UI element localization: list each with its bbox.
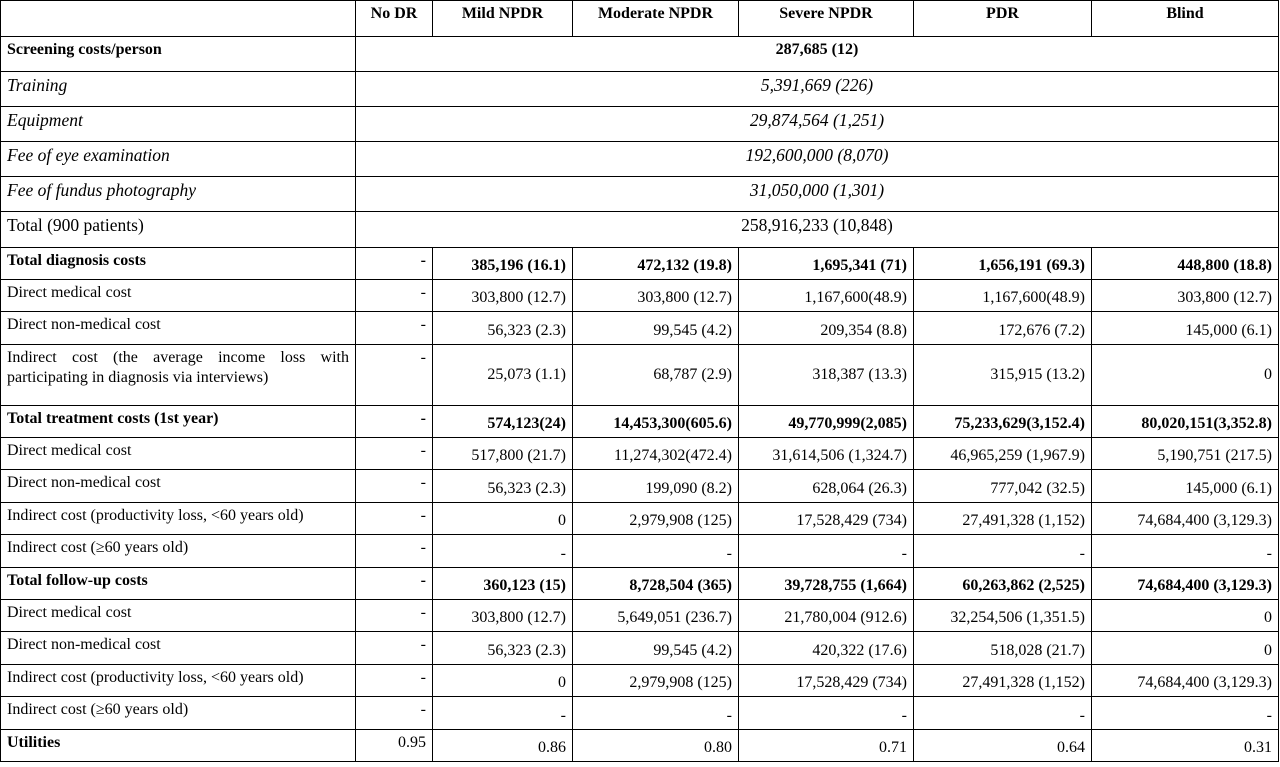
cell-pdr: 315,915 (13.2)	[914, 345, 1092, 406]
table-row	[1, 697, 1279, 730]
cell-severe-npdr: -	[739, 535, 914, 568]
cell-pdr: 172,676 (7.2)	[914, 312, 1092, 345]
screening-cost-value: 287,685 (12)	[356, 37, 1279, 72]
row-label: Screening costs/person	[1, 37, 356, 72]
cell-mild-npdr: 303,800 (12.7)	[433, 600, 573, 632]
table-row	[1, 535, 1279, 568]
cell-blind: 0	[1092, 345, 1279, 406]
cell-moderate-npdr: 99,545 (4.2)	[573, 312, 739, 345]
row-label: Total diagnosis costs	[1, 248, 356, 280]
row-label: Training	[1, 72, 356, 107]
row-label: Utilities	[1, 730, 356, 762]
cell-no-dr: -	[356, 503, 433, 535]
header-moderate-npdr: Moderate NPDR	[573, 1, 739, 37]
screening-value: 29,874,564 (1,251)	[356, 107, 1279, 142]
table-row	[1, 438, 1279, 470]
table-row	[1, 632, 1279, 665]
header-empty	[1, 1, 356, 37]
table-row	[1, 345, 1279, 406]
cell-blind: 80,020,151(3,352.8)	[1092, 406, 1279, 438]
cell-mild-npdr: 360,123 (15)	[433, 568, 573, 600]
table-row	[1, 177, 1279, 212]
row-label: Indirect cost (≥60 years old)	[1, 697, 356, 730]
cell-severe-npdr: 1,695,341 (71)	[739, 248, 914, 280]
cell-moderate-npdr: 14,453,300(605.6)	[573, 406, 739, 438]
cell-blind: 0	[1092, 632, 1279, 665]
cell-blind: 0.31	[1092, 730, 1279, 762]
cell-moderate-npdr: 0.80	[573, 730, 739, 762]
cell-pdr: -	[914, 535, 1092, 568]
row-label: Equipment	[1, 107, 356, 142]
cell-pdr: 0.64	[914, 730, 1092, 762]
cell-mild-npdr: -	[433, 535, 573, 568]
cell-pdr: 1,167,600(48.9)	[914, 280, 1092, 312]
header-severe-npdr: Severe NPDR	[739, 1, 914, 37]
cell-mild-npdr: 517,800 (21.7)	[433, 438, 573, 470]
cell-no-dr: -	[356, 280, 433, 312]
row-label: Direct medical cost	[1, 280, 356, 312]
table-row	[1, 280, 1279, 312]
cell-pdr: 60,263,862 (2,525)	[914, 568, 1092, 600]
cell-moderate-npdr: 5,649,051 (236.7)	[573, 600, 739, 632]
cell-moderate-npdr: 68,787 (2.9)	[573, 345, 739, 406]
cell-no-dr: 0.95	[356, 730, 433, 762]
cell-moderate-npdr: 199,090 (8.2)	[573, 470, 739, 503]
cell-no-dr: -	[356, 568, 433, 600]
table-row	[1, 37, 1279, 72]
cell-no-dr: -	[356, 600, 433, 632]
cell-pdr: 75,233,629(3,152.4)	[914, 406, 1092, 438]
row-label: Indirect cost (≥60 years old)	[1, 535, 356, 568]
cell-severe-npdr: 1,167,600(48.9)	[739, 280, 914, 312]
cell-mild-npdr: 385,196 (16.1)	[433, 248, 573, 280]
table-row	[1, 248, 1279, 280]
cell-pdr: 518,028 (21.7)	[914, 632, 1092, 665]
cell-blind: 0	[1092, 600, 1279, 632]
cell-mild-npdr: 25,073 (1.1)	[433, 345, 573, 406]
row-label: Direct non-medical cost	[1, 632, 356, 665]
cell-severe-npdr: 49,770,999(2,085)	[739, 406, 914, 438]
table-row	[1, 212, 1279, 248]
cell-mild-npdr: 0.86	[433, 730, 573, 762]
cell-no-dr: -	[356, 438, 433, 470]
header-no-dr: No DR	[356, 1, 433, 37]
cell-blind: 74,684,400 (3,129.3)	[1092, 568, 1279, 600]
row-label: Direct non-medical cost	[1, 312, 356, 345]
cell-severe-npdr: 209,354 (8.8)	[739, 312, 914, 345]
cell-moderate-npdr: 2,979,908 (125)	[573, 503, 739, 535]
cell-no-dr: -	[356, 312, 433, 345]
cell-moderate-npdr: 8,728,504 (365)	[573, 568, 739, 600]
cell-moderate-npdr: 303,800 (12.7)	[573, 280, 739, 312]
table-row	[1, 568, 1279, 600]
header-mild-npdr: Mild NPDR	[433, 1, 573, 37]
cell-blind: -	[1092, 697, 1279, 730]
cell-mild-npdr: 303,800 (12.7)	[433, 280, 573, 312]
table-row	[1, 665, 1279, 697]
cell-no-dr: -	[356, 248, 433, 280]
header-blind: Blind	[1092, 1, 1279, 37]
cell-moderate-npdr: 11,274,302(472.4)	[573, 438, 739, 470]
cell-severe-npdr: 17,528,429 (734)	[739, 503, 914, 535]
cell-severe-npdr: 420,322 (17.6)	[739, 632, 914, 665]
cell-severe-npdr: 0.71	[739, 730, 914, 762]
cell-blind: 448,800 (18.8)	[1092, 248, 1279, 280]
cell-blind: 74,684,400 (3,129.3)	[1092, 503, 1279, 535]
cell-blind: 5,190,751 (217.5)	[1092, 438, 1279, 470]
cell-severe-npdr: 21,780,004 (912.6)	[739, 600, 914, 632]
cell-no-dr: -	[356, 697, 433, 730]
cell-severe-npdr: 628,064 (26.3)	[739, 470, 914, 503]
row-label: Total follow-up costs	[1, 568, 356, 600]
cell-pdr: 46,965,259 (1,967.9)	[914, 438, 1092, 470]
cell-moderate-npdr: 472,132 (19.8)	[573, 248, 739, 280]
cell-moderate-npdr: -	[573, 697, 739, 730]
cell-severe-npdr: 17,528,429 (734)	[739, 665, 914, 697]
screening-value: 192,600,000 (8,070)	[356, 142, 1279, 177]
row-label: Fee of eye examination	[1, 142, 356, 177]
table-row	[1, 600, 1279, 632]
cell-blind: 303,800 (12.7)	[1092, 280, 1279, 312]
cell-mild-npdr: 0	[433, 665, 573, 697]
cell-pdr: 777,042 (32.5)	[914, 470, 1092, 503]
cell-pdr: -	[914, 697, 1092, 730]
table-row	[1, 470, 1279, 503]
cell-mild-npdr: 0	[433, 503, 573, 535]
table-row	[1, 72, 1279, 107]
row-label: Indirect cost (productivity loss, <60 years old)	[1, 503, 356, 535]
cell-severe-npdr: 39,728,755 (1,664)	[739, 568, 914, 600]
cell-mild-npdr: 574,123(24)	[433, 406, 573, 438]
header-pdr: PDR	[914, 1, 1092, 37]
cell-mild-npdr: -	[433, 697, 573, 730]
cell-no-dr: -	[356, 665, 433, 697]
cell-blind: 145,000 (6.1)	[1092, 312, 1279, 345]
cell-severe-npdr: 318,387 (13.3)	[739, 345, 914, 406]
cell-mild-npdr: 56,323 (2.3)	[433, 312, 573, 345]
row-label: Direct non-medical cost	[1, 470, 356, 503]
cell-moderate-npdr: 99,545 (4.2)	[573, 632, 739, 665]
table-row	[1, 730, 1279, 762]
table-row	[1, 107, 1279, 142]
cell-no-dr: -	[356, 470, 433, 503]
cell-moderate-npdr: -	[573, 535, 739, 568]
header-row	[1, 1, 1279, 37]
row-label: Indirect cost (the average income loss with participating in diagnosis via interviews)	[1, 345, 356, 406]
row-label: Fee of fundus photography	[1, 177, 356, 212]
screening-value: 31,050,000 (1,301)	[356, 177, 1279, 212]
cell-pdr: 32,254,506 (1,351.5)	[914, 600, 1092, 632]
row-label: Direct medical cost	[1, 600, 356, 632]
cell-no-dr: -	[356, 535, 433, 568]
cell-severe-npdr: -	[739, 697, 914, 730]
row-label: Direct medical cost	[1, 438, 356, 470]
screening-value: 5,391,669 (226)	[356, 72, 1279, 107]
screening-value: 258,916,233 (10,848)	[356, 212, 1279, 248]
row-label: Total (900 patients)	[1, 212, 356, 248]
table-row	[1, 142, 1279, 177]
cell-pdr: 27,491,328 (1,152)	[914, 665, 1092, 697]
row-label: Indirect cost (productivity loss, <60 years old)	[1, 665, 356, 697]
cell-severe-npdr: 31,614,506 (1,324.7)	[739, 438, 914, 470]
cell-blind: 74,684,400 (3,129.3)	[1092, 665, 1279, 697]
table-row	[1, 406, 1279, 438]
row-label: Total treatment costs (1st year)	[1, 406, 356, 438]
table-row	[1, 312, 1279, 345]
cell-blind: -	[1092, 535, 1279, 568]
cell-blind: 145,000 (6.1)	[1092, 470, 1279, 503]
cell-pdr: 1,656,191 (69.3)	[914, 248, 1092, 280]
cell-no-dr: -	[356, 345, 433, 406]
cell-mild-npdr: 56,323 (2.3)	[433, 470, 573, 503]
cell-pdr: 27,491,328 (1,152)	[914, 503, 1092, 535]
cell-no-dr: -	[356, 406, 433, 438]
table-row	[1, 503, 1279, 535]
cell-moderate-npdr: 2,979,908 (125)	[573, 665, 739, 697]
cell-mild-npdr: 56,323 (2.3)	[433, 632, 573, 665]
cell-no-dr: -	[356, 632, 433, 665]
